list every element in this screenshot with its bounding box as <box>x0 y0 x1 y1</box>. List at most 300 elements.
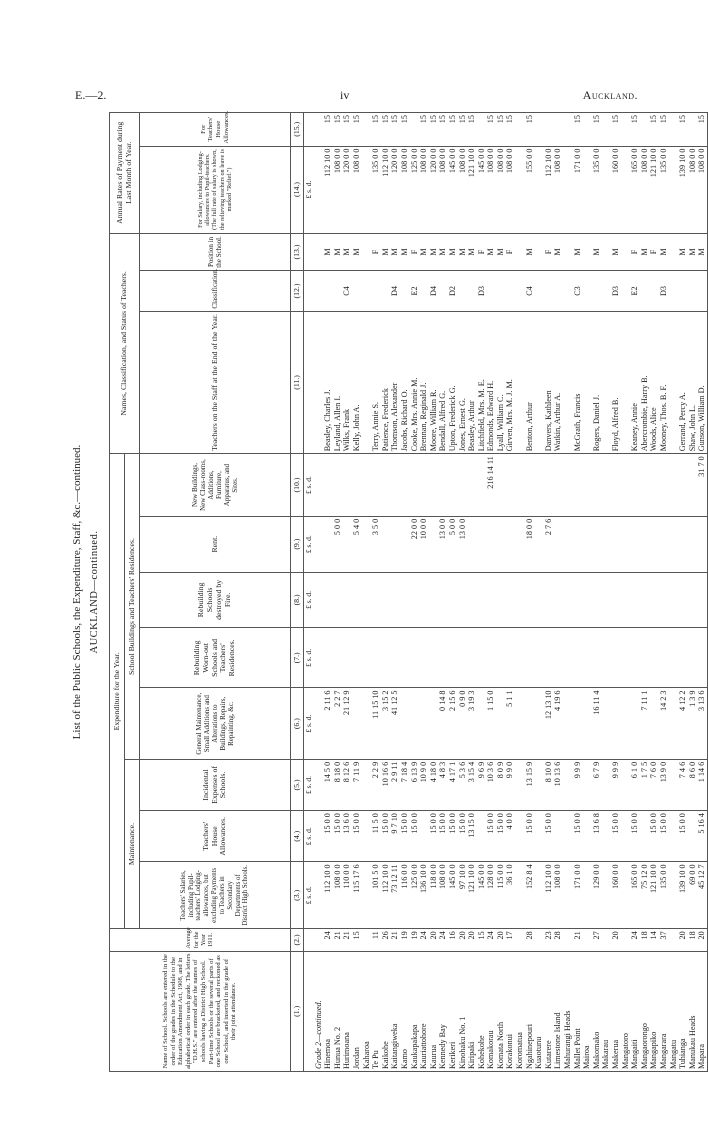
rebuilding-value <box>496 628 506 688</box>
col-num: (12.) <box>291 271 304 311</box>
maintenance-value <box>496 688 506 759</box>
maintenance-value <box>601 688 611 759</box>
fire-rebuilding-value <box>544 572 554 628</box>
teacher-name: Bendall, Alfred G. <box>438 311 448 454</box>
rent-value <box>697 516 707 572</box>
school-name: Mallet Point <box>573 951 583 1071</box>
table-row <box>410 113 420 1072</box>
maintenance-value: 14 2 3 <box>659 688 669 759</box>
incidental-value: 4 8 3 <box>438 759 448 810</box>
rebuilding-value <box>362 628 372 688</box>
maintenance-value: 5 1 1 <box>505 688 515 759</box>
salaries-value: 171 0 0 <box>573 862 583 929</box>
classification-value <box>505 271 515 311</box>
incidental-value: 5 3 6 <box>458 759 468 810</box>
maintenance-value <box>362 688 372 759</box>
rent-value: 13 0 0 <box>458 516 468 572</box>
school-name: Kaharoa <box>362 951 372 1071</box>
house-rate-value <box>553 113 563 147</box>
maintenance-value <box>563 688 573 759</box>
teacher-name: Thomson, Alexander <box>390 311 400 454</box>
rent-value <box>381 516 391 572</box>
incidental-value: 6 1 0 <box>630 759 640 810</box>
new-buildings-value <box>582 454 592 516</box>
position-value <box>362 233 372 271</box>
average-attendance: 15 <box>352 929 362 951</box>
rent-value <box>601 516 611 572</box>
rebuilding-value <box>381 628 391 688</box>
incidental-value <box>515 759 525 810</box>
average-attendance <box>669 929 679 951</box>
salaries-value: 145 0 0 <box>477 862 487 929</box>
maintenance-value <box>410 688 420 759</box>
school-name: Te Pu <box>371 951 381 1071</box>
incidental-value: 6 7 9 <box>592 759 602 810</box>
position-value <box>314 233 324 271</box>
incidental-value: 13 9 0 <box>659 759 669 810</box>
salaries-value <box>621 862 631 929</box>
salaries-value: 121 10 0 <box>467 862 477 929</box>
header-salaries: Teachers' Salaries, including Pupil-teachers' Lodging-allowances, but excluding Payments to Teachers in Secondary Departments of District High Schools. <box>140 862 291 929</box>
rebuilding-value <box>458 628 468 688</box>
rebuilding-value <box>601 628 611 688</box>
house-allowance-value: 9 7 10 <box>390 811 400 862</box>
money-units: £ s. d. <box>304 146 314 233</box>
col-num: (3.) <box>291 862 304 929</box>
position-value: M <box>640 233 650 271</box>
new-buildings-value <box>534 454 544 516</box>
salaries-value <box>534 862 544 929</box>
fire-rebuilding-value <box>669 572 679 628</box>
house-rate-value: 15 <box>505 113 515 147</box>
col-num: (10.) <box>291 454 304 516</box>
fire-rebuilding-value <box>563 572 573 628</box>
new-buildings-value <box>544 454 554 516</box>
new-buildings-value <box>621 454 631 516</box>
header-house-rate: For Teachers' House Allowances. <box>140 113 291 147</box>
position-value: M <box>688 233 698 271</box>
money-units: £ s. d. <box>304 572 314 628</box>
header-school-buildings: School Buildings and Teachers' Residences. <box>125 454 140 760</box>
salary-rate-value <box>534 146 544 233</box>
teacher-name: Gunson, William D. <box>697 311 707 454</box>
rent-value <box>390 516 400 572</box>
teacher-name: Benton, Arthur <box>525 311 535 454</box>
maintenance-value: 3 13 6 <box>697 688 707 759</box>
school-name: Mangaiti <box>630 951 640 1071</box>
incidental-value <box>669 759 679 810</box>
house-rate-value: 15 <box>448 113 458 147</box>
incidental-value: 8 12 6 <box>342 759 352 810</box>
classification-value: C4 <box>525 271 535 311</box>
school-name: Komakorau <box>486 951 496 1071</box>
new-buildings-value <box>410 454 420 516</box>
house-allowance-value: 15 0 0 <box>410 811 420 862</box>
house-rate-value: 15 <box>697 113 707 147</box>
house-rate-value: 15 <box>342 113 352 147</box>
salary-rate-value: 145 0 0 <box>477 146 487 233</box>
classification-value: D4 <box>390 271 400 311</box>
fire-rebuilding-value <box>352 572 362 628</box>
rent-value <box>582 516 592 572</box>
teacher-name: Jones, Ernest G. <box>458 311 468 454</box>
units-row <box>304 113 314 1072</box>
money-units: £ s. d. <box>304 862 314 929</box>
rebuilding-value <box>448 628 458 688</box>
salaries-value: 160 0 0 <box>611 862 621 929</box>
maintenance-value <box>352 688 362 759</box>
teacher-name: Woods, Alice <box>649 311 659 454</box>
teacher-name: Watkin, Arthur A. <box>553 311 563 454</box>
house-rate-value: 15 <box>678 113 688 147</box>
salaries-value <box>669 862 679 929</box>
maintenance-value <box>477 688 487 759</box>
average-attendance: 24 <box>486 929 496 951</box>
incidental-value: 2 2 9 <box>371 759 381 810</box>
position-value: F <box>477 233 487 271</box>
fire-rebuilding-value <box>323 572 333 628</box>
average-attendance: 20 <box>611 929 621 951</box>
new-buildings-value <box>477 454 487 516</box>
rent-value: 5 0 0 <box>448 516 458 572</box>
col-num: (11.) <box>291 311 304 454</box>
table-row <box>342 113 352 1072</box>
new-buildings-value <box>448 454 458 516</box>
rebuilding-value <box>553 628 563 688</box>
position-value: M <box>697 233 707 271</box>
table-row <box>621 113 631 1072</box>
average-attendance: 20 <box>467 929 477 951</box>
average-attendance: 20 <box>458 929 468 951</box>
table-row <box>544 113 554 1072</box>
classification-value: C3 <box>573 271 583 311</box>
house-allowance-value: 13 6 0 <box>342 811 352 862</box>
classification-value <box>362 271 372 311</box>
house-rate-value: 15 <box>371 113 381 147</box>
table-row <box>505 113 515 1072</box>
teacher-name: Girven, Mrs. M. J. M. <box>505 311 515 454</box>
fire-rebuilding-value <box>688 572 698 628</box>
page-region: Auckland. <box>582 88 638 102</box>
new-buildings-value <box>381 454 391 516</box>
maintenance-value <box>649 688 659 759</box>
table-row <box>649 113 659 1072</box>
position-value <box>601 233 611 271</box>
table-row <box>573 113 583 1072</box>
average-attendance: 21 <box>390 929 400 951</box>
average-attendance: 24 <box>630 929 640 951</box>
incidental-value: 10 13 6 <box>553 759 563 810</box>
teacher-name: Patience, Frederick <box>381 311 391 454</box>
incidental-value <box>582 759 592 810</box>
col-num: (5.) <box>291 759 304 810</box>
classification-value <box>544 271 554 311</box>
header-position: Position in the School. <box>140 233 291 271</box>
salaries-value <box>515 862 525 929</box>
position-value <box>621 233 631 271</box>
house-allowance-value <box>419 811 429 862</box>
classification-value <box>371 271 381 311</box>
incidental-value: 9 9 9 <box>573 759 583 810</box>
new-buildings-value <box>611 454 621 516</box>
fire-rebuilding-value <box>438 572 448 628</box>
house-rate-value <box>477 113 487 147</box>
fire-rebuilding-value <box>419 572 429 628</box>
maintenance-value: 4 12 2 <box>678 688 688 759</box>
rent-value <box>515 516 525 572</box>
classification-value <box>381 271 391 311</box>
rent-value <box>496 516 506 572</box>
rent-value <box>534 516 544 572</box>
house-rate-value: 15 <box>573 113 583 147</box>
salaries-value <box>563 862 573 929</box>
salary-rate-value: 135 0 0 <box>659 146 669 233</box>
fire-rebuilding-value <box>477 572 487 628</box>
house-rate-value: 15 <box>467 113 477 147</box>
table-row <box>381 113 391 1072</box>
house-allowance-value <box>515 811 525 862</box>
rent-value <box>592 516 602 572</box>
table-row <box>429 113 439 1072</box>
maintenance-value: 2 11 6 <box>323 688 333 759</box>
classification-value: E2 <box>630 271 640 311</box>
fire-rebuilding-value <box>573 572 583 628</box>
school-name: Koromatua <box>515 951 525 1071</box>
salaries-value: 115 0 0 <box>496 862 506 929</box>
house-allowance-value: 15 0 0 <box>611 811 621 862</box>
rebuilding-value <box>640 628 650 688</box>
classification-value <box>438 271 448 311</box>
incidental-value <box>314 759 324 810</box>
house-allowance-value: 15 0 0 <box>429 811 439 862</box>
rent-value: 3 5 0 <box>371 516 381 572</box>
teacher-name <box>534 311 544 454</box>
fire-rebuilding-value <box>496 572 506 628</box>
rent-value <box>429 516 439 572</box>
school-name: Kohekohe <box>477 951 487 1071</box>
house-allowance-value: 13 15 0 <box>467 811 477 862</box>
house-allowance-value: 15 0 0 <box>458 811 468 862</box>
school-name: Kaukapakapa <box>410 951 420 1071</box>
new-buildings-value <box>678 454 688 516</box>
teacher-name <box>515 311 525 454</box>
average-attendance: 17 <box>505 929 515 951</box>
grade-heading-row <box>314 113 324 1072</box>
rent-value <box>342 516 352 572</box>
average-attendance: 24 <box>419 929 429 951</box>
maintenance-value: 7 11 1 <box>640 688 650 759</box>
salary-rate-value: 108 0 0 <box>640 146 650 233</box>
classification-value <box>496 271 506 311</box>
rent-value <box>573 516 583 572</box>
new-buildings-value: 31 7 0 <box>697 454 707 516</box>
table-row <box>525 113 535 1072</box>
money-units: £ s. d. <box>304 811 314 862</box>
classification-value <box>640 271 650 311</box>
fire-rebuilding-value <box>630 572 640 628</box>
fire-rebuilding-value <box>515 572 525 628</box>
new-buildings-value <box>640 454 650 516</box>
school-name: Hinemoa <box>323 951 333 1071</box>
classification-value <box>515 271 525 311</box>
fire-rebuilding-value <box>381 572 391 628</box>
rebuilding-value <box>573 628 583 688</box>
house-allowance-value <box>534 811 544 862</box>
fire-rebuilding-value <box>333 572 343 628</box>
rebuilding-value <box>333 628 343 688</box>
table-row <box>563 113 573 1072</box>
rebuilding-value <box>563 628 573 688</box>
table-row <box>419 113 429 1072</box>
rent-value <box>640 516 650 572</box>
salary-rate-value: 108 0 0 <box>496 146 506 233</box>
new-buildings-value <box>515 454 525 516</box>
house-rate-value: 15 <box>323 113 333 147</box>
house-rate-value <box>534 113 544 147</box>
rebuilding-value <box>467 628 477 688</box>
average-attendance: 37 <box>659 929 669 951</box>
average-attendance: 14 <box>649 929 659 951</box>
salary-rate-value: 108 0 0 <box>458 146 468 233</box>
house-rate-value: 15 <box>381 113 391 147</box>
incidental-value: 6 13 9 <box>410 759 420 810</box>
rent-value: 18 0 0 <box>525 516 535 572</box>
rotated-table-panel <box>71 110 707 1072</box>
salaries-value: 139 10 0 <box>678 862 688 929</box>
maintenance-value <box>525 688 535 759</box>
fire-rebuilding-value <box>342 572 352 628</box>
house-allowance-value: 15 0 0 <box>573 811 583 862</box>
header-teachers: Teachers on the Staff at the End of the Year. <box>140 311 291 454</box>
maintenance-value: 12 13 10 <box>544 688 554 759</box>
salaries-value: 97 10 0 <box>458 862 468 929</box>
position-value: M <box>448 233 458 271</box>
fire-rebuilding-value <box>640 572 650 628</box>
house-allowance-value: 4 0 0 <box>505 811 515 862</box>
average-attendance: 20 <box>429 929 439 951</box>
rebuilding-value <box>688 628 698 688</box>
header-rebuilding-fire: Rebuilding Schools destroyed by Fire. <box>140 572 291 628</box>
incidental-value: 2 9 11 <box>390 759 400 810</box>
header-name-of-school: Name of School. Schools are entered in the order of the grades in the Schedule to the Education Amendment Act, 1908, and in alphabetical order in each grade. The letters "D.H.S." are entered after the names of schools having a District High School. Part-time Schools or the several parts of one School are bracketed, and reckoned as one School, and inserted in the grade of their joint attendance. <box>110 951 291 1071</box>
teacher-name: Terry, Annie S. <box>371 311 381 454</box>
position-value <box>582 233 592 271</box>
incidental-value: 9 9 0 <box>505 759 515 810</box>
fire-rebuilding-value <box>371 572 381 628</box>
classification-value <box>314 271 324 311</box>
teacher-name: Floyd, Alfred B. <box>611 311 621 454</box>
salary-rate-value: 108 0 0 <box>688 146 698 233</box>
salary-rate-value: 108 0 0 <box>333 146 343 233</box>
salaries-value: 108 0 0 <box>438 862 448 929</box>
school-name: Makarau <box>601 951 611 1071</box>
house-allowance-value: 15 0 0 <box>438 811 448 862</box>
school-name: Mapara <box>697 951 707 1071</box>
incidental-value: 8 10 0 <box>544 759 554 810</box>
position-value: M <box>429 233 439 271</box>
salaries-value <box>601 862 611 929</box>
fire-rebuilding-value <box>611 572 621 628</box>
col-num: (6.) <box>291 688 304 759</box>
house-rate-value <box>544 113 554 147</box>
salaries-value: 112 10 0 <box>323 862 333 929</box>
new-buildings-value <box>563 454 573 516</box>
rebuilding-value <box>611 628 621 688</box>
new-buildings-value <box>419 454 429 516</box>
salary-rate-value: 108 0 0 <box>697 146 707 233</box>
house-rate-value: 15 <box>649 113 659 147</box>
school-name: Kauriattohore <box>419 951 429 1071</box>
maintenance-value <box>630 688 640 759</box>
rent-value: 10 0 0 <box>419 516 429 572</box>
table-row <box>688 113 698 1072</box>
rebuilding-value <box>515 628 525 688</box>
classification-value: D4 <box>429 271 439 311</box>
school-name: Makerua <box>611 951 621 1071</box>
salaries-value: 108 0 0 <box>553 862 563 929</box>
position-value: M <box>419 233 429 271</box>
salaries-value: 115 17 6 <box>352 862 362 929</box>
salaries-value: 152 8 4 <box>525 862 535 929</box>
maintenance-value: 2 15 6 <box>448 688 458 759</box>
teacher-name: Kelly, John A. <box>352 311 362 454</box>
position-value: M <box>323 233 333 271</box>
teacher-name <box>601 311 611 454</box>
classification-value <box>669 271 679 311</box>
teacher-name: McGrath, Francis <box>573 311 583 454</box>
house-allowance-value <box>601 811 611 862</box>
teacher-name <box>563 311 573 454</box>
salary-rate-value: 112 10 0 <box>544 146 554 233</box>
maintenance-value: 11 15 10 <box>371 688 381 759</box>
table-row <box>515 113 525 1072</box>
classification-value <box>563 271 573 311</box>
new-buildings-value <box>362 454 372 516</box>
classification-value: D3 <box>611 271 621 311</box>
salary-rate-value <box>582 146 592 233</box>
salaries-value: 165 0 0 <box>630 862 640 929</box>
house-rate-value: 15 <box>525 113 535 147</box>
teacher-name: Cooke, Mrs. Annie M. <box>410 311 420 454</box>
rebuilding-value <box>371 628 381 688</box>
teacher-name <box>669 311 679 454</box>
house-allowance-value: 11 5 0 <box>371 811 381 862</box>
teacher-name: Edmonds, Edward H. <box>486 311 496 454</box>
average-attendance <box>601 929 611 951</box>
position-value <box>563 233 573 271</box>
school-name: Makomako <box>592 951 602 1071</box>
new-buildings-value <box>400 454 410 516</box>
salaries-value <box>362 862 372 929</box>
position-value: F <box>371 233 381 271</box>
fire-rebuilding-value <box>592 572 602 628</box>
salary-rate-value: 135 0 0 <box>371 146 381 233</box>
house-allowance-value: 15 0 0 <box>381 811 391 862</box>
col-num: (7.) <box>291 628 304 688</box>
house-allowance-value <box>553 811 563 862</box>
average-attendance: 21 <box>342 929 352 951</box>
house-allowance-value: 15 0 0 <box>496 811 506 862</box>
table-row <box>697 113 707 1072</box>
salaries-value: 101 5 0 <box>371 862 381 929</box>
teacher-name <box>582 311 592 454</box>
fire-rebuilding-value <box>649 572 659 628</box>
table-row <box>323 113 333 1072</box>
fire-rebuilding-value <box>467 572 477 628</box>
incidental-value <box>621 759 631 810</box>
house-rate-value: 15 <box>438 113 448 147</box>
position-value <box>669 233 679 271</box>
